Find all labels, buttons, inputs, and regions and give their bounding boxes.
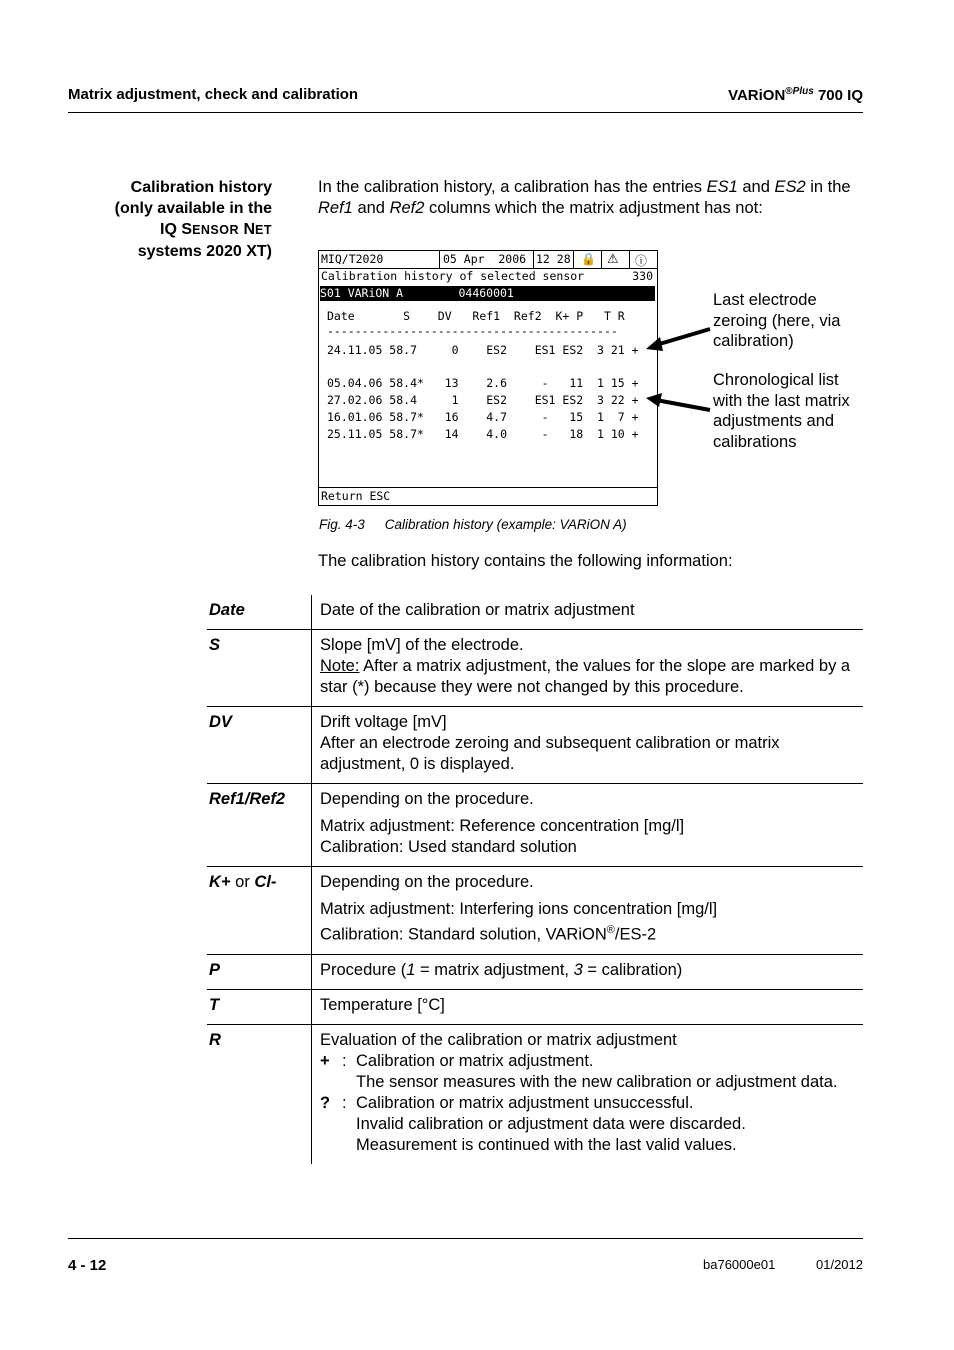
table-row: Date Date of the calibration or matrix adjustment xyxy=(207,595,863,630)
warning-icon: ⚠ xyxy=(607,251,619,266)
display-row: 27.02.06 58.4 1 ES2 ES1 ES2 3 22 + xyxy=(327,393,639,407)
display-row: 24.11.05 58.7 0 ES2 ES1 ES2 3 21 + xyxy=(327,343,639,357)
annotation-chronological: Chronological list with the last matrix adjustments and calibrations xyxy=(713,371,850,451)
running-header-right: VARiON$^{®Plus}$ 700 IQ xyxy=(728,86,863,104)
table-row: P Procedure (1 = matrix adjustment, 3 = calibration) xyxy=(207,954,863,989)
page-number: 4 - 12 xyxy=(68,1257,107,1274)
lock-icon: 🔒 xyxy=(581,252,596,266)
table-row: T Temperature [°C] xyxy=(207,989,863,1024)
table-row: R Evaluation of the calibration or matrix adjustment + : Calibration or matrix adjustment. The sensor measures with the new calibration or adjustment data. ? : Calibration or matrix adjustment unsuccessful. Invalid calibration or adjustment data were discarded. Measurement is continued with the last valid values. xyxy=(207,1024,863,1164)
table-row: K+ or Cl- Depending on the procedure. Matrix adjustment: Interfering ions concentration [mg/l] Calibration: Standard solution, VARiON®/ES-2 xyxy=(207,867,863,955)
device-display: MIQ/T2020 05 Apr 2006 12 28 🔒 ⚠ ⓘ Calibration history of selected sensor 330 S01 VARiON A 04460001 Date S DV Ref1 Ref2 K+ P T R ------------------------------------------ 24.11.05 58.7 0 ES2 ES1 ES2 3 21 + 05.04.06 58.4* 13 2.6 - 11 1 15 + 27.02.06 58.4 1 ES2 ES1 ES2 3 22 + 16.01.06 58.7* 16 4.7 - 15 1 7 + 25.11.05 58.7* 14 4.0 - 18 1 10 + Return ESC xyxy=(318,250,658,506)
table-row: Ref1/Ref2 Depending on the procedure. Matrix adjustment: Reference concentration [mg/l] Calibration: Used standard solution xyxy=(207,784,863,867)
info-icon: ⓘ xyxy=(635,254,648,268)
callout-arrows xyxy=(640,320,715,420)
footer-rule xyxy=(68,1238,863,1239)
display-row: 25.11.05 58.7* 14 4.0 - 18 1 10 + xyxy=(327,427,639,441)
doc-number: ba76000e01 xyxy=(703,1257,776,1272)
running-header-left: Matrix adjustment, check and calibration xyxy=(68,86,359,103)
figure-caption: Fig. 4-3 Calibration history (example: VARiON A) xyxy=(319,517,627,532)
side-heading: Calibration history (only available in the IQ SENSOR NET systems 2020 XT) xyxy=(114,179,272,260)
display-footer: Return ESC xyxy=(321,489,391,503)
table-row: DV Drift voltage [mV] After an electrode zeroing and subsequent calibration or matrix adjustment, 0 is displayed. xyxy=(207,707,863,784)
definitions-table xyxy=(207,595,863,1164)
display-status-bar: MIQ/T2020 05 Apr 2006 12 28 🔒 ⚠ ⓘ xyxy=(319,250,657,269)
display-row: 05.04.06 58.4* 13 2.6 - 11 1 15 + xyxy=(327,376,639,390)
intro-paragraph: In the calibration history, a calibration has the entries ES1 and ES2 in the Ref1 and Ref2 columns which the matrix adjustment has not: xyxy=(318,178,851,217)
header-rule xyxy=(68,112,863,113)
display-row: 16.01.06 58.7* 16 4.7 - 15 1 7 + xyxy=(327,410,639,424)
sensor-bar: S01 VARiON A 04460001 xyxy=(320,286,655,301)
lead-text: The calibration history contains the following information: xyxy=(318,552,733,570)
display-columns: Date S DV Ref1 Ref2 K+ P T R xyxy=(327,309,625,323)
table-row: S Slope [mV] of the electrode. Note: After a matrix adjustment, the values for the slope are marked by a star (*) because they were not changed by this procedure. xyxy=(207,630,863,707)
doc-date: 01/2012 xyxy=(816,1257,863,1272)
annotation-zeroing: Last electrode zeroing (here, via calibration) xyxy=(713,291,841,350)
